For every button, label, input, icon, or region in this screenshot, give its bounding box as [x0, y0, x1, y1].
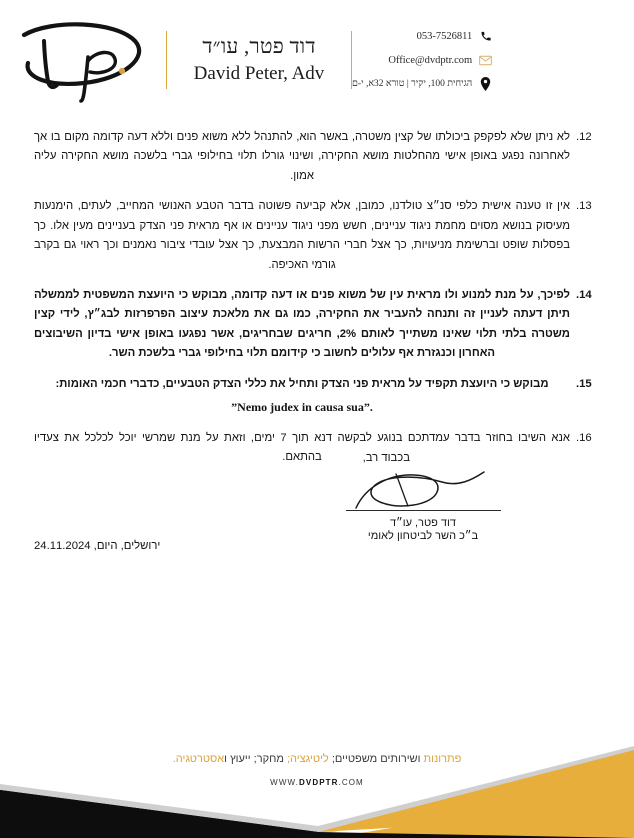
- firm-name-block: [167, 34, 351, 86]
- footer-black-wedge-left: [0, 790, 318, 838]
- header-divider-left: [351, 31, 352, 89]
- url-domain: DVDPTR: [299, 778, 339, 787]
- phone-number: 053-7526811: [416, 30, 473, 42]
- logo-monogram: [0, 10, 158, 110]
- letterhead-header: [0, 0, 634, 120]
- paragraph-text: אנא השיבו בחוזר בדבר עמדתכם בנוגע לבקשה דנא תוך 7 ימים, וזאת על מנת שמרשי יוכל לכלכל את צעדיו בהתאם.: [34, 431, 570, 464]
- tagline-part-1: פתרונות: [420, 753, 462, 765]
- contact-block: [352, 27, 502, 94]
- email-address: Office@dvdptr.com: [388, 54, 473, 66]
- paragraph-text: לא ניתן שלא לפקפק ביכולתו של קצין משטרה, באשר הוא, להתנהל ללא משוא פנים וללא דעה קדומה מקום בו אך לאחרונה נפגע באופן אישי מהחלטות מושא החקירה, ושינוי גורלו תלוי בחילופי גברי בלשכה מושא החקירה עליה אמון.: [34, 131, 570, 182]
- paragraph-13: [34, 197, 598, 275]
- firm-name-hebrew: דוד פטר, עו״ד: [202, 34, 316, 59]
- paragraph-number: 12.: [576, 131, 592, 143]
- envelope-icon: [479, 53, 492, 68]
- signatory-title: ב״כ השר לביטחון לאומי: [367, 529, 479, 542]
- header-divider-right: [166, 31, 167, 89]
- paragraph-text: מבוקש כי היועצת תקפיד על מראית פני הצדק ותחיל את כללי הצדק הטבעיים, כדברי חכמי האומות:: [55, 377, 549, 390]
- paragraph-text: אין זו טענה אישית כלפי סנ״צ טולדנו, כמובן, אלא קביעה פשוטה בדבר הטבע האנושי המחייב, לעתים, הימנעות מעיסוק בנושא מסוים מחמת ניגוד עניינים, חשש מפני ניגוד עניינים או אף מראית פני הצדק בעניינים מעין אלו. כך בפסלות שופט וברשימת מניעויות, כך אצל חברי הרשות המבצעת, כך אצל עובדי ציבור נאמנים וכך ראוי גם בקרב גורמי האכיפה.: [34, 200, 570, 271]
- letter-body: [0, 128, 634, 479]
- dp-logo-icon: [4, 17, 154, 103]
- paragraph-number: 15.: [576, 377, 592, 390]
- tagline-part-3: ליטיגציה;: [283, 753, 329, 765]
- tagline-part-5: אסטרטגיה.: [172, 753, 225, 765]
- paragraph-14: [34, 286, 598, 364]
- paragraph-number: 14.: [576, 288, 592, 301]
- signature-block: [332, 466, 514, 544]
- office-address: הגיחית 100, יקיר | טורא 32א, י-ם: [352, 79, 473, 89]
- date-location-line: ירושלים, היום, 24.11.2024: [34, 540, 161, 552]
- letterhead-footer: [0, 728, 634, 838]
- paragraph-15: [34, 375, 598, 418]
- firm-name-english: David Peter, Adv: [193, 62, 325, 84]
- tagline-part-4: מחקר; ייעוץ ו: [224, 753, 284, 765]
- url-suffix: .COM: [338, 778, 364, 787]
- signature-area: [0, 452, 634, 544]
- contact-row-address: [352, 75, 492, 94]
- signature-rule: [346, 510, 501, 511]
- phone-icon: [479, 29, 492, 44]
- contact-row-email: [352, 51, 492, 70]
- paragraph-number: 13.: [576, 200, 592, 213]
- paragraph-12: [34, 128, 598, 186]
- logo-gold-dot: [119, 68, 125, 74]
- paragraph-text-wrap: [34, 375, 570, 418]
- latin-maxim: ”Nemo judex in causa sua”.: [231, 400, 373, 415]
- map-pin-icon: [479, 77, 492, 92]
- footer-tagline: [0, 753, 634, 765]
- tagline-part-2: ושירותים משפטיים;: [328, 753, 421, 765]
- signatory-name: דוד פטר, עו״ד: [390, 517, 456, 529]
- paragraph-number: 16.: [576, 431, 592, 444]
- paragraph-text: לפיכך, על מנת למנוע ולו מראית עין של משוא פנים או דעה קדומה, מבוקש כי היועצת המשפטית לממשלה תיתן דעתה לעניין זה ותנחה להעביר את החקירה, כמו גם את מלאכת עיצוב הפרפרזות לבג״ץ, לידי קצין משטרה בלתי תלוי שאינו משתייך לאותם 2%, חריגים שבחריגים, אשר נפגעו באופן אישי בדיון השיבוצים האחרון וכנגזרת אף עלולים לחשוב כי קידומם תלוי בחילופי גברי בלשכת השר.: [34, 288, 570, 360]
- contact-row-phone: [352, 27, 492, 46]
- footer-website-url[interactable]: [0, 778, 634, 787]
- url-prefix: WWW.: [270, 778, 300, 787]
- regards-line: בכבוד רב,: [362, 452, 410, 464]
